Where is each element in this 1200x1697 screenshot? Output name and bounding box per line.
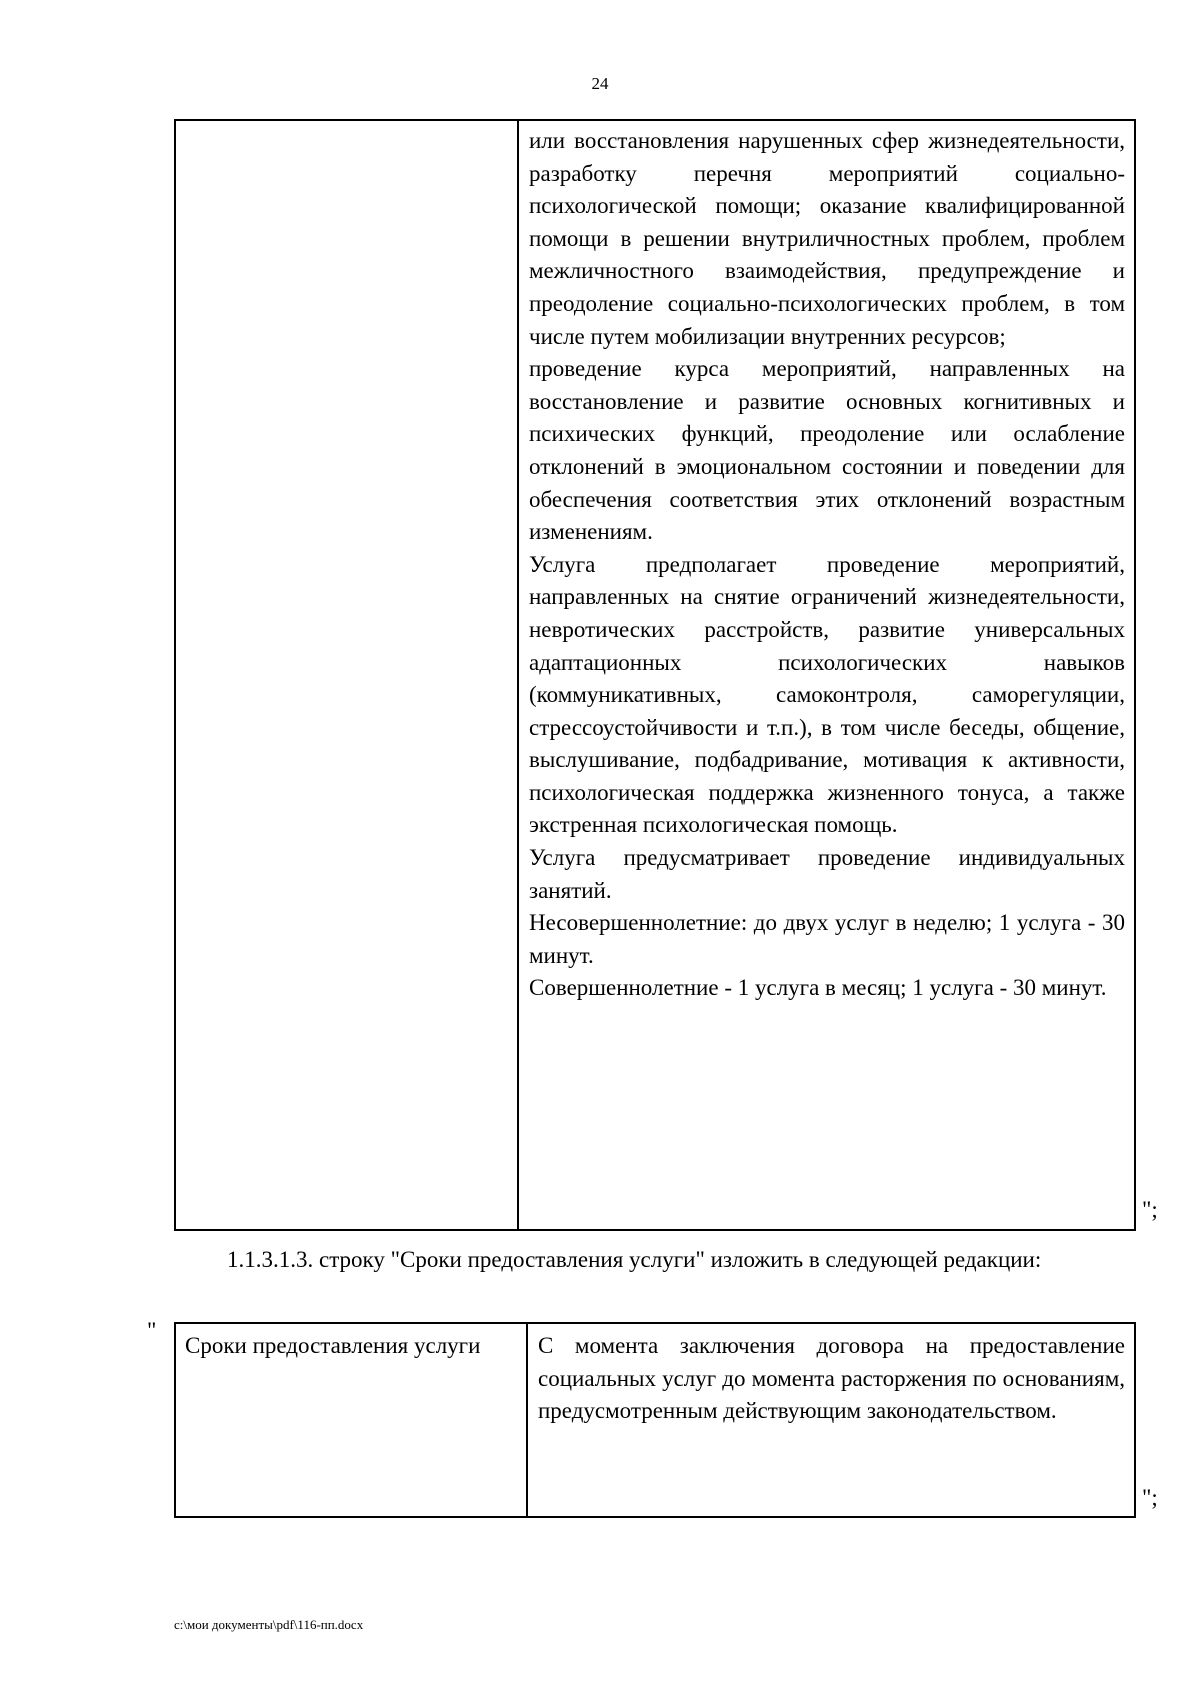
opening-quote: " xyxy=(147,1318,157,1343)
cell-paragraph: Услуга предусматривает проведение индивидуальных занятий. xyxy=(529,845,1125,903)
cell-paragraph: Несовершеннолетние: до двух услуг в неделю; 1 услуга - 30 минут. xyxy=(529,910,1125,968)
cell-paragraph: Услуга предполагает проведение мероприятий, направленных на снятие ограничений жизнедеятельности, невротических расстройств, развитие универсальных адаптационных психологических навыков (коммуникативных, самоконтроля, саморегуляции, стрессоустойчивости и т.п.), в том числе беседы, общение, выслушивание, подбадривание, мотивация к активности, психологическая поддержка жизненного тонуса, а также экстренная психологическая помощь. xyxy=(529,551,1125,838)
closing-quote: "; xyxy=(1142,1197,1158,1222)
row-value: С момента заключения договора на предоставление социальных услуг до момента расторжения по основаниям, предусмотренным действующим законодательством. xyxy=(538,1333,1125,1424)
cell-paragraph: проведение курса мероприятий, направленных на восстановление и развитие основных когнитивных и психических функций, преодоление или ослабление отклонений в эмоциональном состоянии и поведении для обеспечения соответствия этих отклонений возрастным изменениям. xyxy=(529,356,1125,545)
service-terms-table xyxy=(174,1322,1136,1518)
cell-paragraph: или восстановления нарушенных сфер жизнедеятельности, разработку перечня мероприятий социально-психологической помощи; оказание квалифицированной помощи в решении внутриличностных проблем, проблем межличностного взаимодействия, предупреждение и преодоление социально-психологических проблем, в том числе путем мобилизации внутренних ресурсов; xyxy=(529,128,1125,349)
service-description-table xyxy=(174,119,1136,1231)
cell-paragraph: Совершеннолетние - 1 услуга в месяц; 1 услуга - 30 минут. xyxy=(529,975,1107,1001)
amendment-paragraph: 1.1.3.1.3. строку "Сроки предоставления услуги" изложить в следующей редакции: xyxy=(227,1247,1042,1272)
table-cell-right xyxy=(518,120,1135,1230)
table-cell-right xyxy=(527,1323,1135,1517)
table-cell-left xyxy=(175,120,518,1230)
table-cell-left xyxy=(175,1323,527,1517)
footer-file-path: c:\мои документы\pdf\116-пп.docx xyxy=(174,1617,364,1632)
page-number: 24 xyxy=(591,74,609,93)
row-label: Сроки предоставления услуги xyxy=(185,1333,481,1358)
closing-quote: "; xyxy=(1142,1485,1158,1510)
